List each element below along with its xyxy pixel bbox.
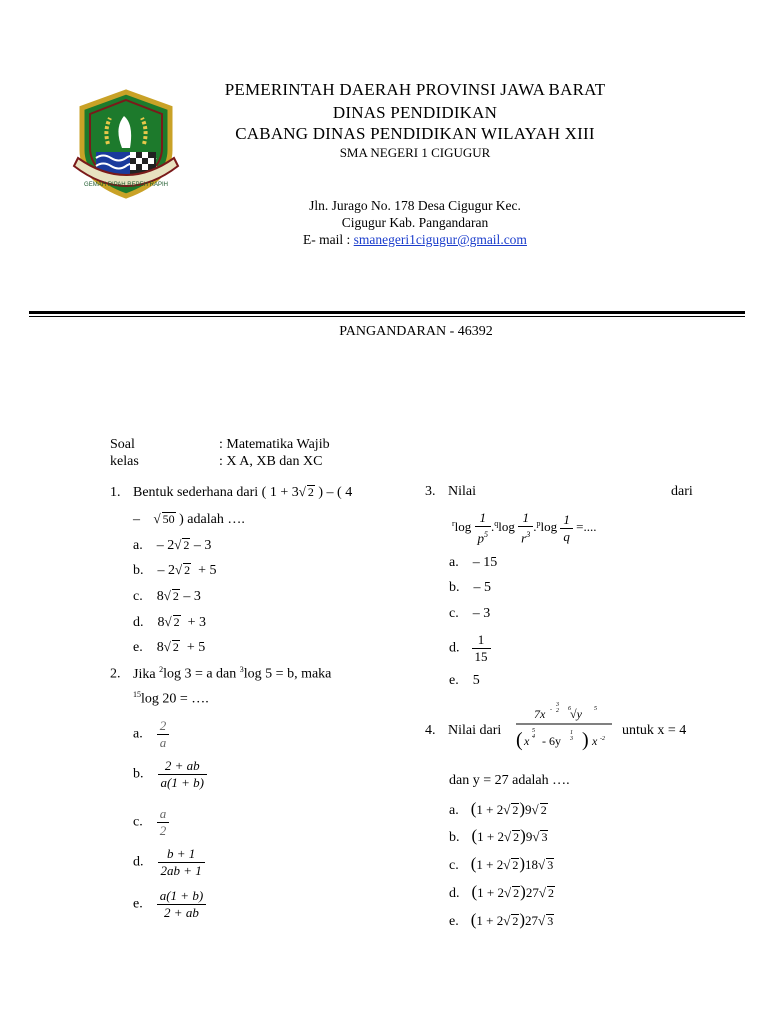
question-number: 1.: [110, 485, 121, 500]
sqrt-value: 2: [547, 886, 554, 900]
denominator: 2 + ab: [157, 904, 206, 921]
question-4: [425, 723, 501, 739]
option-letter: b.: [133, 766, 144, 782]
svg-text:4: 4: [532, 734, 535, 740]
sqrt-icon: √: [164, 614, 172, 629]
paren-close: ): [520, 882, 526, 901]
sqrt-icon: √: [175, 562, 183, 577]
postal-line: PANGANDARAN - 46392: [339, 324, 493, 339]
question-text: log 20 = ….: [141, 691, 209, 707]
answer-option[interactable]: [133, 614, 206, 631]
option-coefficient: 18: [525, 857, 539, 872]
svg-text:x: x: [524, 734, 530, 748]
answer-option[interactable]: [133, 537, 211, 554]
question-text: ) adalah ….: [179, 512, 245, 527]
answer-option[interactable]: [449, 580, 491, 596]
option-letter: b.: [449, 830, 460, 845]
numerator: a(1 + b): [159, 888, 204, 903]
fraction: [158, 846, 205, 879]
question-2-cont: [133, 690, 209, 708]
log-base: 2: [159, 665, 164, 674]
soal-value: : Matematika Wajib: [219, 437, 330, 452]
sqrt-icon: √: [163, 588, 171, 603]
fraction: [158, 758, 207, 791]
option-value: 8: [156, 589, 164, 604]
option-letter: a.: [133, 726, 143, 742]
question-1: 1. Bentuk sederhana dari ( 1 + 3√ 2 ) – ( 4: [110, 484, 353, 500]
question-number: 4.: [425, 723, 436, 738]
svg-text:3: 3: [570, 736, 573, 742]
government-title: PEMERINTAH DAERAH PROVINSI JAWA BARAT: [224, 80, 606, 99]
answer-option[interactable]: [133, 639, 205, 656]
option-coefficient: 9: [525, 829, 533, 844]
svg-text:): ): [582, 729, 589, 751]
answer-option[interactable]: [449, 799, 548, 819]
question-text: log 3 = a dan: [163, 666, 237, 682]
paren-close: ): [520, 826, 526, 845]
fraction: [157, 718, 170, 751]
sqrt-icon: √: [538, 913, 546, 928]
denominator: 2ab + 1: [158, 862, 205, 879]
svg-text:7x: 7x: [534, 707, 546, 721]
branch-title: CABANG DINAS PENDIDIKAN WILAYAH XIII: [235, 124, 595, 143]
option-value: – 5: [473, 580, 491, 596]
option-coefficient: 27: [525, 913, 539, 928]
option-letter: d.: [133, 854, 144, 870]
option-letter: c.: [133, 589, 143, 604]
numerator: 1: [477, 632, 485, 647]
sqrt-value: 2: [513, 830, 520, 844]
option-letter: c.: [449, 858, 459, 873]
answer-option[interactable]: [133, 718, 169, 751]
paren-open: (: [470, 854, 477, 873]
option-letter: a.: [449, 555, 459, 570]
question-text: Nilai: [448, 484, 476, 499]
answer-option[interactable]: [449, 632, 491, 665]
sqrt-value: 3: [547, 858, 554, 872]
option-value: + 5: [191, 563, 217, 578]
option-value: + 5: [179, 640, 206, 655]
sqrt-value: 2: [173, 615, 180, 629]
option-letter: a.: [133, 538, 143, 553]
answer-option[interactable]: [133, 846, 205, 879]
log-base: 15: [133, 690, 141, 699]
question-3: [425, 484, 476, 500]
question-text: Bentuk sederhana dari ( 1 + 3: [133, 485, 299, 500]
numerator: a: [159, 806, 167, 821]
paren-open: (: [470, 799, 477, 818]
question-text: Jika: [133, 666, 156, 682]
sqrt-value: 2: [540, 803, 547, 817]
svg-text:1: 1: [570, 730, 573, 736]
option-letter: e.: [449, 673, 459, 688]
option-letter: c.: [133, 814, 143, 830]
sqrt-icon: √: [174, 537, 182, 552]
option-value: – 2: [157, 563, 175, 578]
option-letter: e.: [133, 896, 143, 912]
denominator: 15: [472, 648, 491, 665]
answer-option[interactable]: [449, 555, 497, 571]
question-4-expression-image: [512, 696, 616, 756]
option-letter: a.: [449, 803, 459, 818]
header-rule-thin: [29, 316, 745, 317]
sqrt-icon: √: [538, 857, 546, 872]
kelas-label: kelas: [110, 454, 139, 469]
question-2: [110, 665, 331, 683]
denominator: a: [157, 734, 170, 751]
sqrt-icon: √: [503, 802, 511, 817]
paren-open: (: [471, 826, 478, 845]
answer-option[interactable]: [449, 606, 490, 622]
option-letter: d.: [449, 640, 460, 656]
question-text: Nilai dari: [448, 723, 502, 738]
answer-option[interactable]: [449, 673, 480, 689]
question-number: 3.: [425, 484, 436, 499]
sqrt-value: 3: [541, 830, 548, 844]
fraction: [157, 806, 170, 839]
answer-option[interactable]: [449, 826, 548, 846]
option-value: 8: [156, 640, 164, 655]
paren-text: 1 + 2: [476, 913, 504, 928]
svg-text:-2: -2: [600, 736, 605, 742]
sqrt-value: 2: [184, 563, 191, 577]
sqrt-value: 50: [162, 512, 175, 526]
svg-text:5: 5: [532, 728, 535, 734]
email-link[interactable]: smanegeri1cigugur@gmail.com: [353, 232, 527, 247]
sqrt-value: 2: [183, 538, 190, 552]
svg-text:3: 3: [556, 702, 559, 708]
sqrt-icon: √: [503, 857, 511, 872]
paren-open: (: [471, 882, 478, 901]
answer-option[interactable]: [133, 806, 169, 839]
question-3-expression: $^r$log $\frac{1}{p^5}$ .$^q$log $\frac{1}{r^3}$ .$^p$log $\frac{1}{q}$ =....: [452, 510, 597, 546]
option-letter: b.: [133, 563, 144, 578]
question-4-cont: dan y = 27 adalah ….: [449, 773, 570, 788]
paren-text: 1 + 2: [477, 829, 505, 844]
numerator: 2 + ab: [164, 758, 200, 773]
kelas-value: : X A, XB dan XC: [219, 454, 323, 469]
paren-open: (: [470, 910, 477, 929]
question-number: 2.: [110, 666, 121, 682]
sqrt-icon: √: [163, 639, 171, 654]
paren-close: ): [519, 799, 526, 818]
sqrt-value: 2: [512, 914, 519, 928]
fraction: [157, 888, 206, 921]
question-4-untuk: untuk x = 4: [622, 723, 687, 738]
option-value: + 3: [180, 615, 207, 630]
option-value: 5: [472, 673, 480, 689]
answer-option[interactable]: [449, 882, 555, 902]
option-value: – 3: [179, 589, 201, 604]
question-text: ) – ( 4: [318, 485, 353, 500]
soal-label: Soal: [110, 437, 135, 452]
email-label: E- mail :: [303, 232, 354, 247]
option-value: – 2: [156, 538, 175, 553]
sqrt-icon: √: [538, 885, 546, 900]
sqrt-value: 2: [513, 886, 520, 900]
question-text: log 5 = b, maka: [243, 666, 332, 682]
question-3-dari: dari: [671, 484, 693, 499]
answer-option[interactable]: [133, 588, 201, 605]
option-value: 8: [157, 615, 165, 630]
paren-text: 1 + 2: [476, 857, 504, 872]
svg-text:x: x: [592, 734, 598, 748]
svg-text:-: -: [550, 707, 552, 713]
header-rule-thick: [29, 311, 745, 314]
paren-text: 1 + 2: [477, 885, 505, 900]
option-value: – 3: [472, 606, 491, 622]
sqrt-icon: √: [504, 829, 512, 844]
svg-text:(: (: [516, 729, 523, 751]
svg-text:2: 2: [556, 708, 559, 714]
denominator: a(1 + b): [158, 774, 207, 791]
school-name: SMA NEGERI 1 CIGUGUR: [339, 145, 491, 160]
answer-option[interactable]: [133, 758, 207, 791]
question-text: –: [133, 512, 140, 527]
numerator: 2: [159, 718, 167, 733]
denominator: 2: [157, 822, 170, 839]
department-title: DINAS PENDIDIKAN: [332, 103, 498, 122]
option-letter: d.: [133, 615, 144, 630]
sqrt-icon: √: [532, 829, 540, 844]
option-value: – 15: [472, 555, 498, 571]
answer-option[interactable]: [449, 910, 554, 930]
option-letter: b.: [449, 580, 460, 595]
email-line: [160, 232, 670, 248]
option-coefficient: 27: [525, 885, 539, 900]
sqrt-value: 2: [307, 485, 314, 499]
sqrt-value: 2: [172, 640, 179, 654]
paren-text: 1 + 2: [476, 802, 504, 817]
sqrt-value: 2: [172, 589, 179, 603]
svg-text:GEMAH RIPAH REPEH RAPIH: GEMAH RIPAH REPEH RAPIH: [84, 182, 168, 188]
fraction: [472, 632, 491, 665]
log-base: 3: [239, 665, 244, 674]
paren-close: ): [519, 854, 526, 873]
svg-text:5: 5: [594, 706, 597, 712]
address-line-2: Cigugur Kab. Pangandaran: [341, 215, 489, 230]
sqrt-icon: √: [531, 802, 539, 817]
sqrt-icon: √: [503, 913, 511, 928]
answer-option[interactable]: [449, 854, 554, 874]
sqrt-value: 3: [547, 914, 554, 928]
question-1-cont: – √ 50 ) adalah ….: [133, 511, 245, 527]
svg-text:6: 6: [568, 706, 571, 712]
sqrt-value: 2: [512, 803, 519, 817]
address-line-1: Jln. Jurago No. 178 Desa Cigugur Kec.: [309, 198, 521, 213]
option-letter: e.: [133, 640, 143, 655]
sqrt-value: 2: [512, 858, 519, 872]
svg-text:√y: √y: [570, 707, 582, 721]
svg-text:- 6y: - 6y: [542, 734, 561, 748]
option-letter: e.: [449, 914, 459, 929]
numerator: b + 1: [167, 846, 196, 861]
sqrt-icon: √: [504, 885, 512, 900]
option-value: – 3: [190, 538, 212, 553]
answer-option[interactable]: [133, 888, 206, 921]
answer-option[interactable]: [133, 562, 217, 579]
option-letter: d.: [449, 886, 460, 901]
option-letter: c.: [449, 606, 459, 621]
option-coefficient: 9: [525, 802, 532, 817]
paren-close: ): [519, 910, 526, 929]
